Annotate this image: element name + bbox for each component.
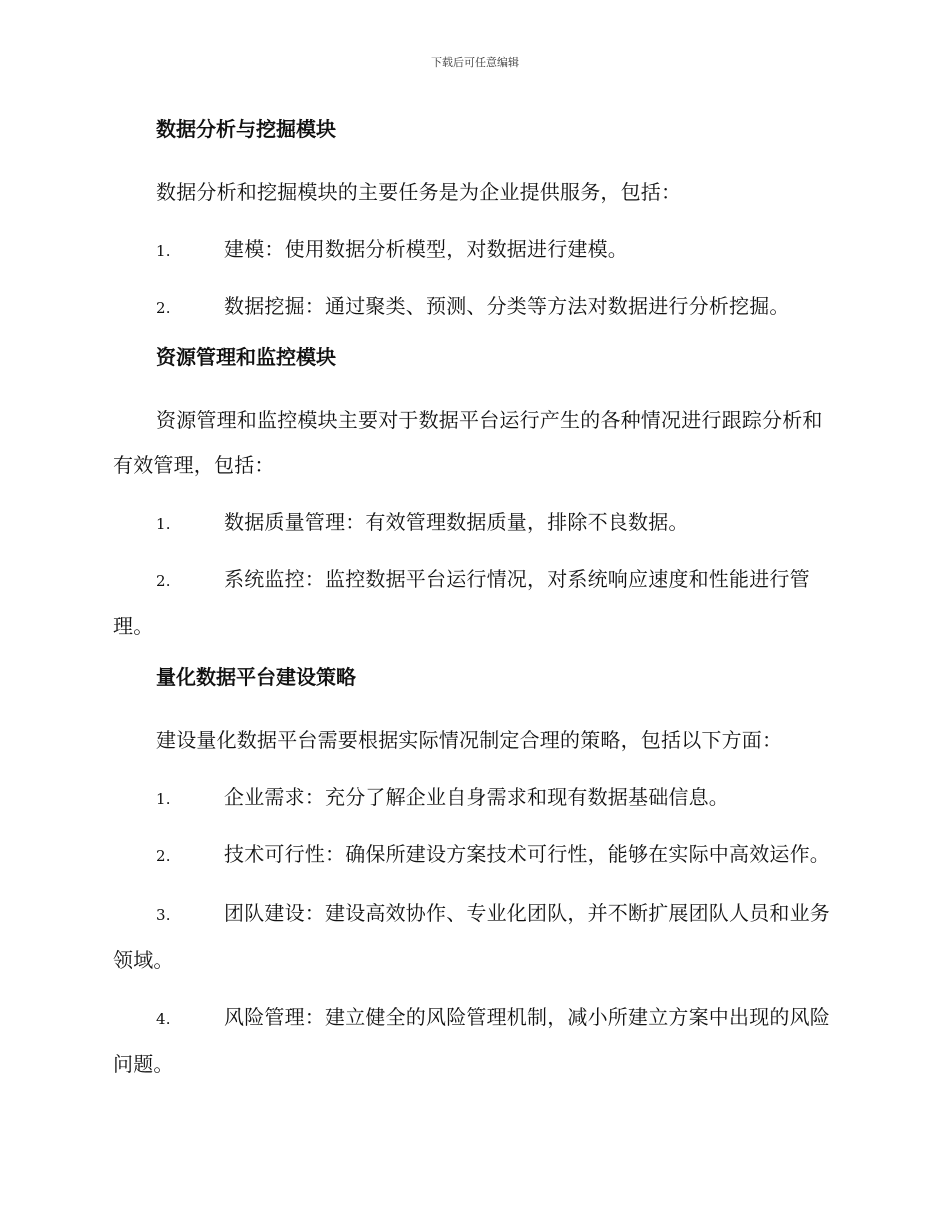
section-intro: 建设量化数据平台需要根据实际情况制定合理的策略，包括以下方面：: [156, 728, 783, 752]
list-text: 团队建设：建设高效协作、专业化团队，并不断扩展团队人员和业务领域。: [113, 901, 830, 972]
list-number: 2.: [156, 299, 171, 317]
section-heading: 资源管理和监控模块: [156, 345, 336, 369]
list-item: [113, 995, 835, 1087]
list-item: [113, 500, 835, 545]
list-item: [113, 832, 835, 879]
list-item: [113, 284, 835, 329]
list-item: [113, 891, 835, 983]
document-body: [113, 113, 835, 1099]
list-number: 3.: [156, 906, 171, 924]
list-text: 技术可行性：确保所建设方案技术可行性，能够在实际中高效运作。: [224, 842, 830, 866]
section-heading: 数据分析与挖掘模块: [156, 117, 336, 141]
list-item: [113, 227, 835, 272]
list-number: 4.: [156, 1010, 171, 1028]
section-intro: 数据分析和挖掘模块的主要任务是为企业提供服务，包括：: [156, 180, 682, 204]
list-text: 数据质量管理：有效管理数据质量，排除不良数据。: [224, 510, 689, 534]
list-text: 建模：使用数据分析模型，对数据进行建模。: [224, 237, 628, 261]
list-number: 2.: [156, 572, 171, 590]
list-number: 2.: [156, 847, 171, 865]
list-number: 1.: [156, 242, 171, 260]
list-item: [113, 775, 835, 820]
page-header-note: 下载后可任意编辑: [431, 56, 519, 69]
section-heading: 量化数据平台建设策略: [156, 665, 356, 689]
section-intro: 资源管理和监控模块主要对于数据平台运行产生的各种情况进行跟踪分析和有效管理，包括：: [113, 408, 823, 477]
list-number: 1.: [156, 790, 171, 808]
list-text: 风险管理：建立健全的风险管理机制，减小所建立方案中出现的风险问题。: [113, 1005, 830, 1076]
list-item: [113, 557, 835, 649]
list-text: 企业需求：充分了解企业自身需求和现有数据基础信息。: [224, 785, 729, 809]
list-text: 系统监控：监控数据平台运行情况，对系统响应速度和性能进行管理。: [113, 567, 810, 638]
list-number: 1.: [156, 515, 171, 533]
list-text: 数据挖掘：通过聚类、预测、分类等方法对数据进行分析挖掘。: [224, 294, 790, 318]
